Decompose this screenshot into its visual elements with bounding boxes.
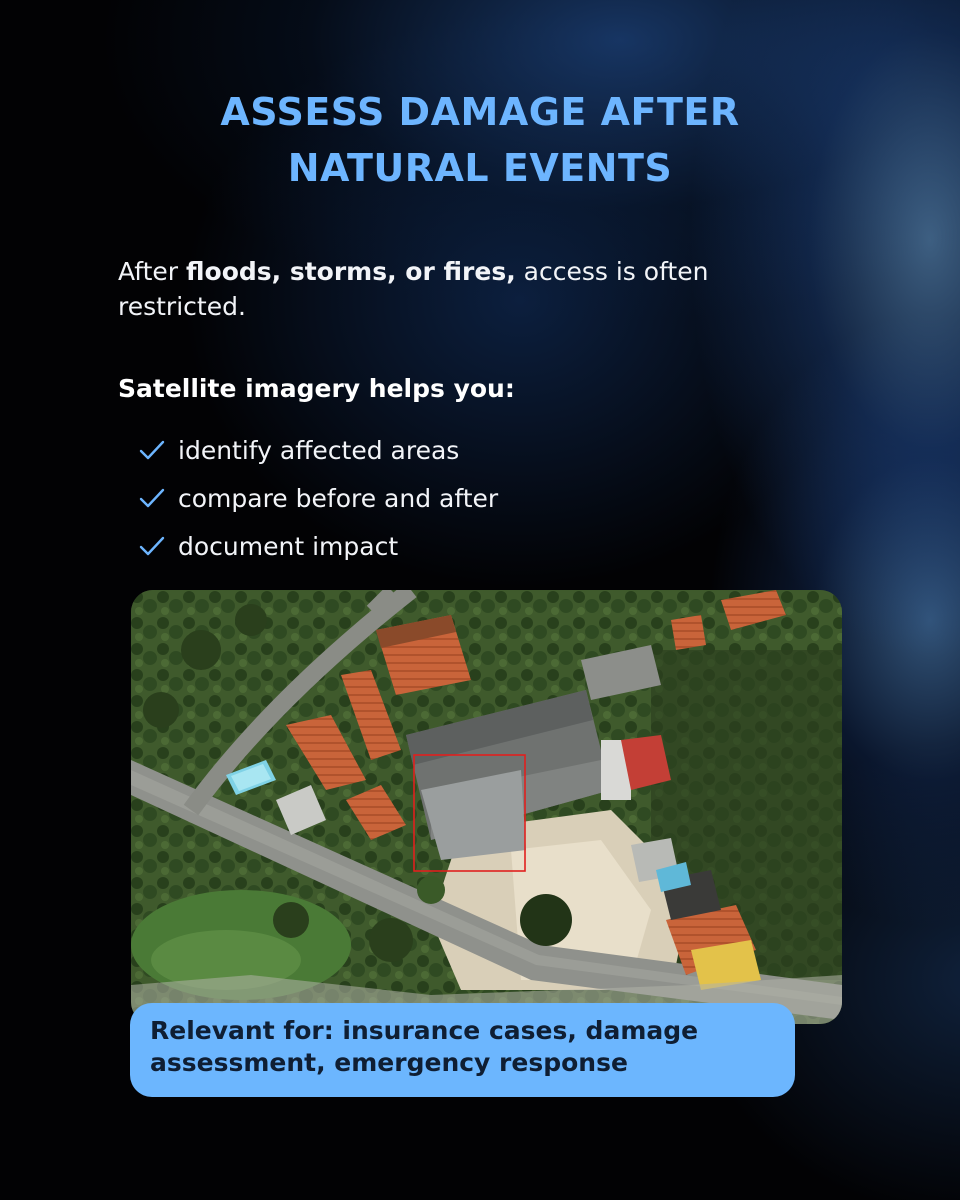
list-item-label: document impact	[178, 531, 399, 561]
list-item-label: compare before and after	[178, 483, 499, 513]
intro-prefix: After	[118, 257, 186, 286]
intro-suffix: access is often restricted.	[118, 257, 709, 321]
intro-emphasis: floods, storms, or fires,	[185, 257, 516, 286]
check-icon	[138, 534, 166, 558]
intro-paragraph	[118, 254, 818, 324]
list-item	[138, 474, 498, 522]
caption-box	[130, 1003, 795, 1097]
title-line-1: ASSESS DAMAGE AFTER	[220, 90, 740, 134]
check-icon	[138, 486, 166, 510]
title-line-2: NATURAL EVENTS	[287, 146, 673, 190]
list-item	[138, 522, 498, 570]
list-item	[138, 426, 498, 474]
check-icon	[138, 438, 166, 462]
satellite-image	[131, 590, 842, 1024]
list-item-label: identify affected areas	[178, 435, 460, 465]
satellite-image-graphic	[131, 590, 842, 1024]
benefits-list	[138, 426, 498, 570]
caption-text: Relevant for: insurance cases, damage assessment, emergency response	[150, 1016, 699, 1077]
page-title	[0, 84, 960, 196]
benefits-heading: Satellite imagery helps you:	[118, 374, 515, 403]
